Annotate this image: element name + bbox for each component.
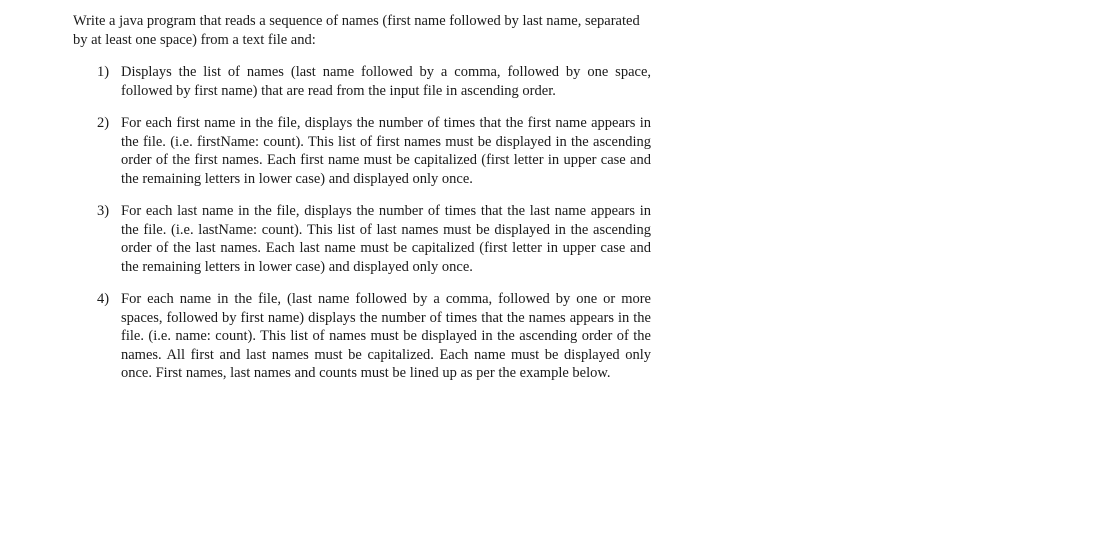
task-item-3 [73,202,651,276]
task-text: For each last name in the file, displays the number of times that the last name appears in the file. (i.e. lastName: count). This list of last names must be displayed in the ascending order of the last names. Each last name must be capitalized (first letter in upper case and the remaining letters in lower case) and displayed only once. [121,203,651,275]
task-item-2 [73,114,651,188]
task-text: For each first name in the file, displays the number of times that the first name appears in the file. (i.e. firstName: count). This list of first names must be displayed in the ascending order of the first names. Each first name must be capitalized (first letter in upper case and the remaining letters in lower case) and displayed only once. [121,115,651,187]
task-item-4 [73,290,651,383]
task-number: 2) [97,115,110,131]
task-text: Displays the list of names (last name followed by a comma, followed by one space, followed by first name) that are read from the input file in ascending order. [121,64,651,99]
task-list [73,63,651,383]
task-number: 4) [97,291,110,307]
document-page [73,12,651,397]
task-number: 1) [97,64,110,80]
task-item-1 [73,63,651,100]
task-text: For each name in the file, (last name followed by a comma, followed by one or more spaces, followed by first name) displays the number of times that the names appears in the file. (i.e. name: count). This list of names must be displayed in the ascending order of the names. All first and last names must be capitalized. Each name must be displayed only once. First names, last names and counts must be lined up as per the example below. [121,291,651,381]
task-number: 3) [97,203,110,219]
intro-paragraph: Write a java program that reads a sequence of names (first name followed by last name, separated by at least one space) from a text file and: [73,13,640,48]
